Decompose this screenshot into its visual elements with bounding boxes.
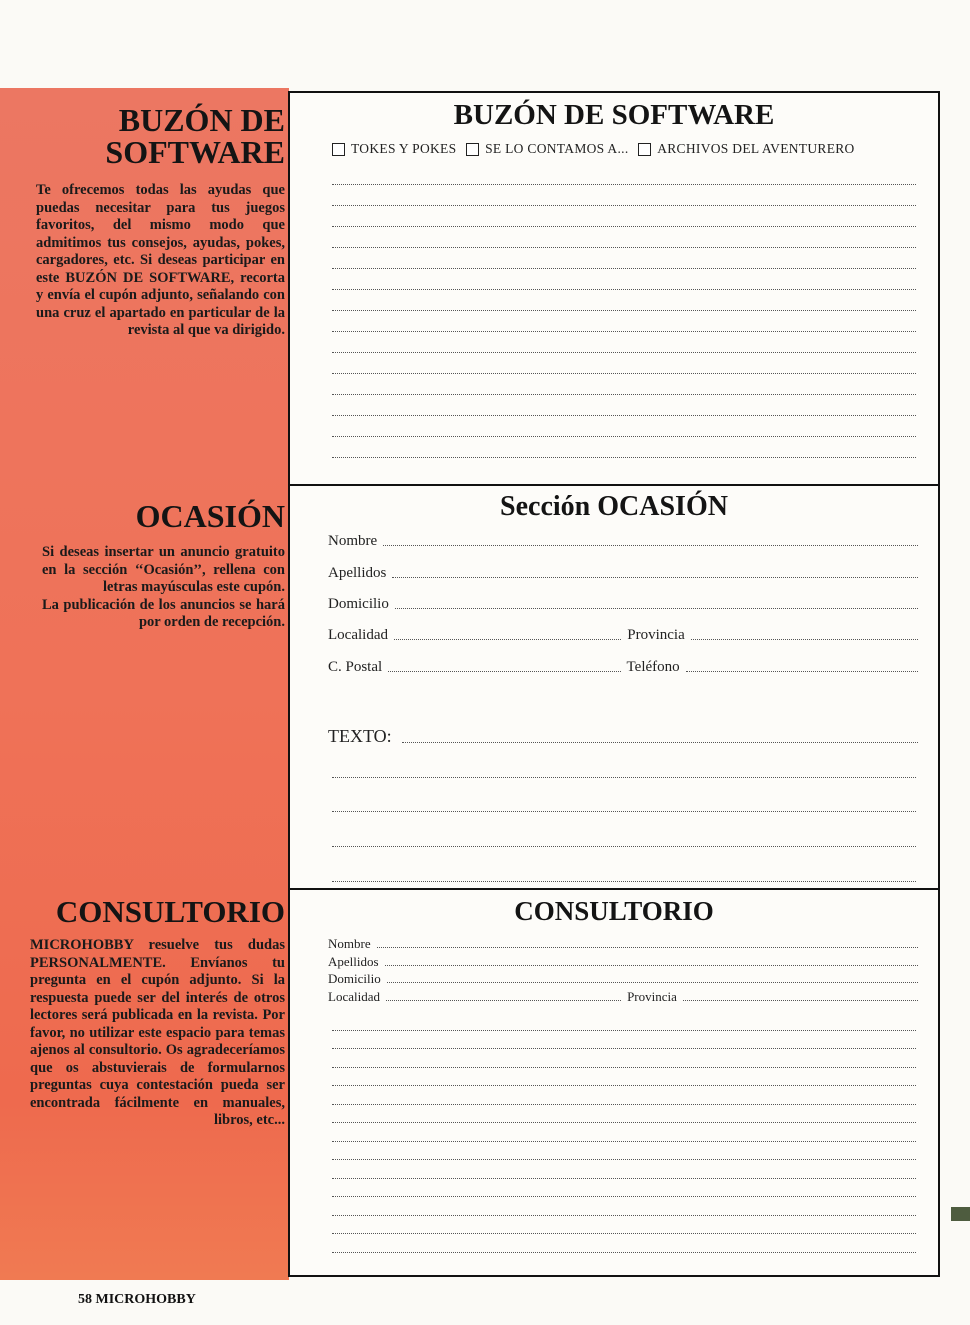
consultorio-write-line[interactable] [332,1104,916,1105]
side-buzon-title-line1: BUZÓN DE [118,102,285,138]
side-buzon-title [30,104,285,168]
buzon-write-line[interactable] [332,289,916,290]
consultorio-write-line[interactable] [332,1122,916,1123]
consultorio-write-line[interactable] [332,1252,916,1253]
buzon-write-line[interactable] [332,205,916,206]
section-divider [290,484,938,486]
consultorio-write-line[interactable] [332,1067,916,1068]
consultorio-write-line[interactable] [332,1030,916,1031]
page-footer: 58 MICROHOBBY [78,1292,196,1307]
buzon-options [332,141,861,160]
consultorio-write-line[interactable] [332,1141,916,1142]
ocasion-texto-line[interactable] [332,777,916,778]
side-consultorio-section [8,896,285,1130]
ocasion-cpostal-telefono-field[interactable]: C. Postal Teléfono [328,659,918,676]
consultorio-write-line[interactable] [332,1085,916,1086]
checkbox-icon[interactable] [466,143,479,156]
consultorio-domicilio-field[interactable]: Domicilio [328,971,918,987]
page-edge-tab [951,1207,970,1221]
buzon-write-line[interactable] [332,184,916,185]
consultorio-write-line[interactable] [332,1178,916,1179]
buzon-write-line[interactable] [332,268,916,269]
checkbox-icon[interactable] [638,143,651,156]
consultorio-nombre-field[interactable]: Nombre [328,936,918,952]
side-buzon-section [30,104,285,340]
consultorio-coupon-title: CONSULTORIO [514,896,714,926]
ocasion-texto-field[interactable]: TEXTO: [328,726,918,747]
consultorio-write-line[interactable] [332,1215,916,1216]
buzon-write-line[interactable] [332,373,916,374]
ocasion-texto-line[interactable] [332,811,916,812]
ocasion-localidad-provincia-field[interactable]: Localidad Provincia [328,627,918,644]
consultorio-write-line[interactable] [332,1196,916,1197]
ocasion-texto-line[interactable] [332,881,916,882]
consultorio-write-line[interactable] [332,1233,916,1234]
buzon-write-line[interactable] [332,247,916,248]
option-archivos-aventurero[interactable]: ARCHIVOS DEL AVENTURERO [638,141,854,157]
buzon-write-line[interactable] [332,457,916,458]
side-ocasion-text-1: Si deseas insertar un anuncio gratuito en la sección ‘‘Ocasión’’, rellena con letras mayúsculas este cupón. [42,544,285,595]
consultorio-write-line[interactable] [332,1048,916,1049]
checkbox-icon[interactable] [332,143,345,156]
option-se-lo-contamos[interactable]: SE LO CONTAMOS A... [466,141,628,157]
ocasion-coupon-title: Sección OCASIÓN [500,491,728,522]
ocasion-nombre-field[interactable]: Nombre [328,533,918,550]
coupon-frame [288,91,940,1277]
buzon-write-line[interactable] [332,415,916,416]
buzon-write-line[interactable] [332,394,916,395]
side-buzon-title-line2: SOFTWARE [105,134,285,170]
consultorio-localidad-provincia-field[interactable]: Localidad Provincia [328,989,918,1005]
ocasion-texto-line[interactable] [332,846,916,847]
section-divider [290,888,938,890]
buzon-write-line[interactable] [332,310,916,311]
ocasion-apellidos-field[interactable]: Apellidos [328,565,918,582]
side-consultorio-title: CONSULTORIO [55,894,285,929]
side-ocasion-title: OCASIÓN [135,498,285,534]
ocasion-domicilio-field[interactable]: Domicilio [328,596,918,613]
consultorio-apellidos-field[interactable]: Apellidos [328,954,918,970]
side-ocasion-section [30,500,285,632]
buzon-coupon-title: BUZÓN DE SOFTWARE [453,99,775,131]
consultorio-write-line[interactable] [332,1159,916,1160]
side-ocasion-text-2: La publicación de los anuncios se hará por orden de recepción. [42,596,285,630]
buzon-write-line[interactable] [332,436,916,437]
side-buzon-text: Te ofrecemos todas las ayudas que puedas necesitar para tus juegos favoritos, del mismo modo que admitimos tus consejos, ayudas, pokes, cargadores, etc. Si deseas participar en este BUZÓN DE SOFTWARE, recorta y envía el cupón adjunto, señalando con una cruz el apartado en particular de la revista al que va dirigido. [36,182,285,338]
option-tokes-y-pokes[interactable]: TOKES Y POKES [332,141,456,157]
buzon-write-line[interactable] [332,352,916,353]
buzon-write-line[interactable] [332,226,916,227]
side-consultorio-text: MICROHOBBY resuelve tus dudas PERSONALMENTE. Envíanos tu pregunta en el cupón adjunto. Si la respuesta puede ser del interés de otros lectores será publicada en la revista. Por favor, no utilizar este espacio para temas ajenos al consultorio. Os agradeceríamos que os abstuvierais de formularnos preguntas cuya contestación pueda ser encontrada fácilmente en manuales, libros, etc... [30,937,285,1128]
buzon-write-line[interactable] [332,331,916,332]
